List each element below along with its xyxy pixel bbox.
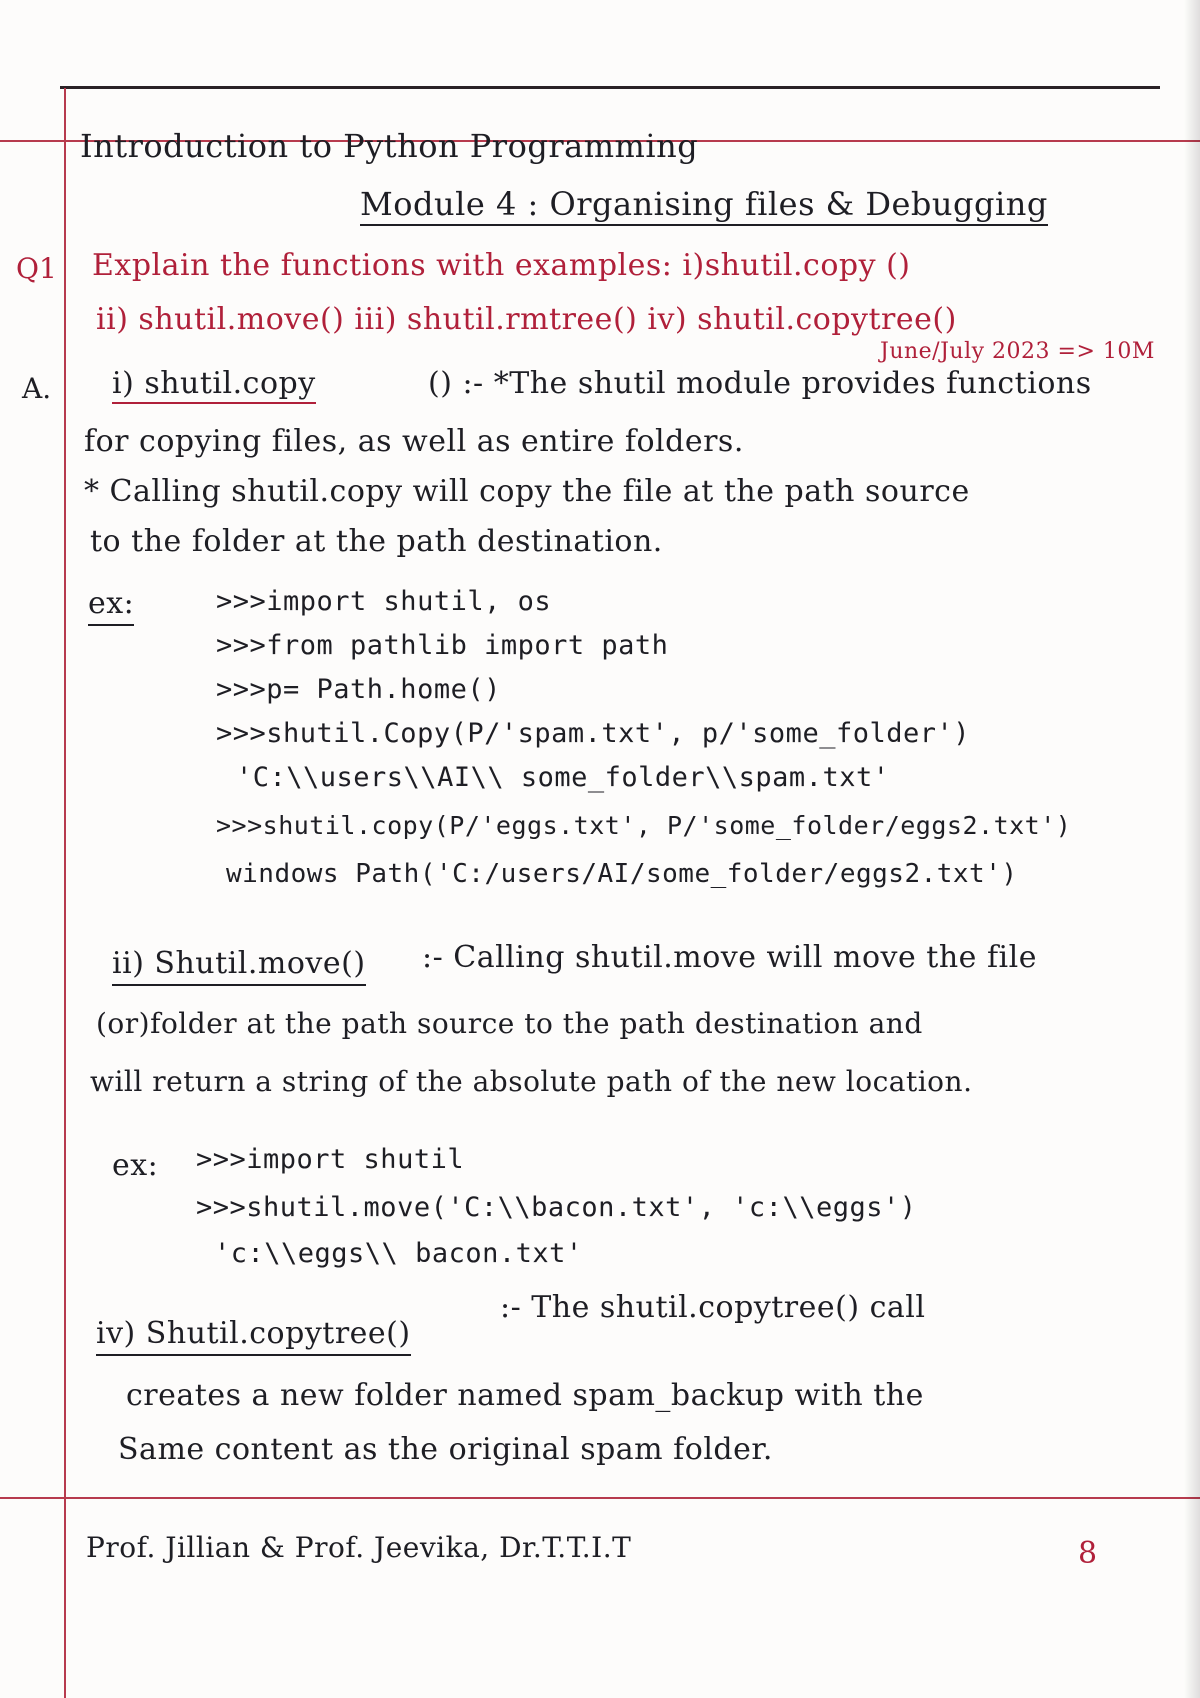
- copy-code-line-7: windows Path('C:/users/AI/some_folder/eggs2.txt'): [226, 859, 1018, 889]
- copytree-heading: iv) Shutil.copytree(): [96, 1316, 411, 1356]
- move-line-2: will return a string of the absolute path of the new location.: [90, 1065, 973, 1098]
- copytree-line-1: creates a new folder named spam_backup with the: [126, 1378, 924, 1413]
- move-line-1: (or)folder at the path source to the path destination and: [96, 1007, 923, 1040]
- copy-example-label: ex:: [88, 586, 134, 626]
- copytree-heading-suffix: :- The shutil.copytree() call: [500, 1290, 926, 1325]
- footer-authors: Prof. Jillian & Prof. Jeevika, Dr.T.T.I.T: [86, 1531, 632, 1564]
- page-number: 8: [1078, 1536, 1098, 1571]
- course-title: Introduction to Python Programming: [80, 127, 699, 165]
- copy-heading-suffix: () :- *The shutil module provides functions: [428, 366, 1092, 401]
- footer-rule: [0, 1497, 1200, 1499]
- move-heading-suffix: :- Calling shutil.move will move the file: [422, 940, 1037, 975]
- margin-rule: [64, 88, 66, 1698]
- copy-heading: i) shutil.copy: [112, 366, 316, 404]
- top-rule: [60, 86, 1160, 89]
- copytree-line-2: Same content as the original spam folder.: [118, 1432, 773, 1467]
- copy-line-2: * Calling shutil.copy will copy the file at the path source: [84, 474, 970, 509]
- question-line-1: Explain the functions with examples: i)shutil.copy (): [92, 248, 911, 283]
- copy-line-3: to the folder at the path destination.: [90, 524, 663, 559]
- question-label: Q1: [16, 252, 57, 285]
- move-code-line-2: >>>shutil.move('C:\\bacon.txt', 'c:\\eggs'): [196, 1192, 917, 1223]
- move-code-line-3: 'c:\\eggs\\ bacon.txt': [214, 1238, 583, 1269]
- copy-code-line-1: >>>import shutil, os: [216, 586, 552, 617]
- copy-line-1: for copying files, as well as entire folders.: [84, 424, 744, 459]
- move-example-label: ex:: [112, 1148, 159, 1183]
- move-code-line-1: >>>import shutil: [196, 1144, 465, 1175]
- copy-code-line-6: >>>shutil.copy(P/'eggs.txt', P/'some_folder/eggs2.txt'): [216, 811, 1072, 840]
- copy-code-line-5: 'C:\\users\\AI\\ some_folder\\spam.txt': [236, 762, 890, 793]
- module-title: Module 4 : Organising files & Debugging: [360, 186, 1048, 226]
- copy-code-line-2: >>>from pathlib import path: [216, 630, 669, 661]
- move-heading: ii) Shutil.move(): [112, 946, 366, 986]
- copy-code-line-4: >>>shutil.Copy(P/'spam.txt', p/'some_folder'): [216, 718, 970, 749]
- exam-tag: June/July 2023 => 10M: [880, 339, 1155, 364]
- answer-label: A.: [22, 372, 52, 405]
- copy-code-line-3: >>>p= Path.home(): [216, 674, 501, 705]
- page-shadow: [1184, 0, 1200, 1698]
- question-line-2: ii) shutil.move() iii) shutil.rmtree() iv) shutil.copytree(): [96, 302, 957, 337]
